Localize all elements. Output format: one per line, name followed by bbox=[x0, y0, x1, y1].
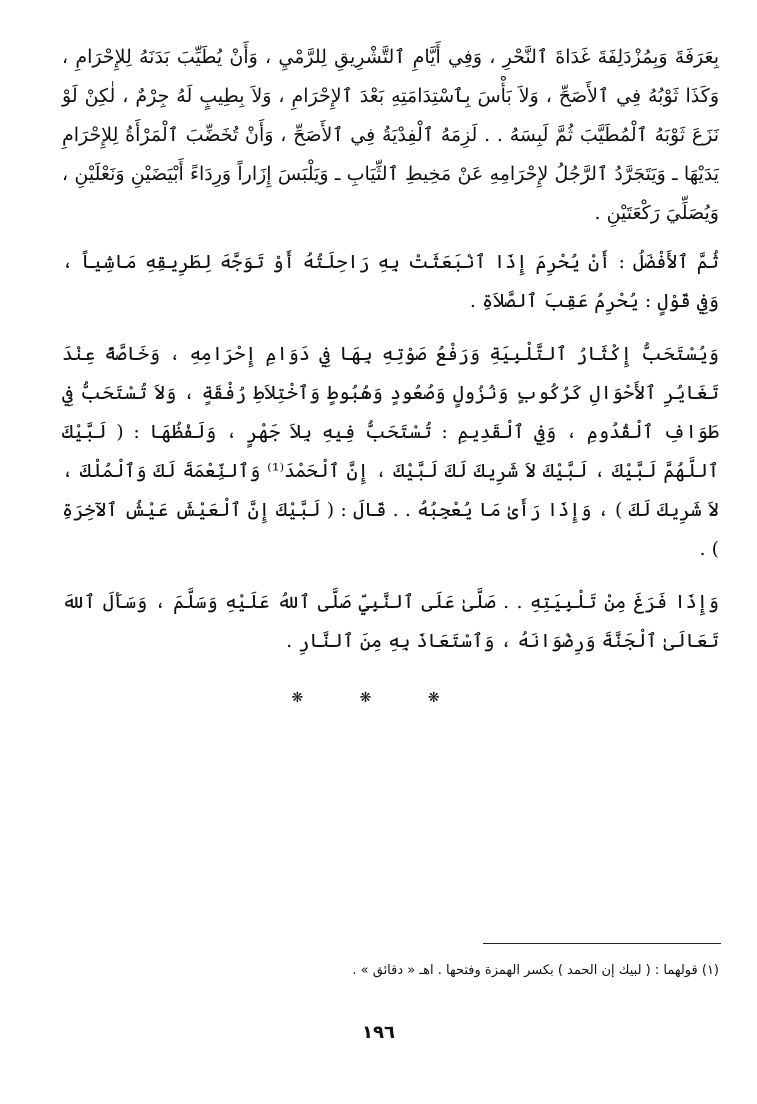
paragraph-4: وَإِذَا فَرَغَ مِنْ تَلْبِيَتِهِ . . صَلَّىٰ عَلَى ٱلنَّبِيِّ صَلَّى ٱللهُ عَلَيْهِ وَسَلَّمَ ، وَسَأَلَ ٱللهَ تَعَالَىٰ ٱلْجَنَّةَ وَرِضْوَانَهُ ، وَٱسْتَعَاذَ بِهِ مِنَ ٱلنَّارِ . bbox=[62, 591, 719, 652]
footnote: (١) قولهما : ( لبيك إن الحمد ) بكسر الهمزة وفتحها . اهـ « دقائق » . bbox=[352, 963, 719, 978]
page-number: ١٩٦ bbox=[362, 1022, 395, 1043]
main-text bbox=[62, 38, 719, 675]
paragraph-2: ثُمَّ ٱلأَفْضَلُ : أَنْ يُحْرِمَ إِذَا ٱنْبَعَثَتْ بِهِ رَاحِلَتُهُ أَوْ تَوَجَّهَ لِطَرِيقِهِ مَاشِياً ، وَفِي قَوْلٍ : يُحْرِمُ عَقِبَ ٱلصَّلاَةِ . bbox=[62, 251, 719, 312]
paragraph-1: بِعَرَفَةَ وَبِمُزْدَلِفَةَ غَدَاةَ ٱلنَّحْرِ ، وَفِي أَيَّامِ ٱلتَّشْرِيقِ لِلرَّمْيِ ، وَأَنْ يُطَيِّبَ بَدَنَهُ لِلإِحْرَامِ ، وَكَذَا ثَوْبُهُ فِي ٱلأَصَحِّ ، وَلاَ بَأْسَ بِٱسْتِدَامَتِهِ بَعْدَ ٱلإِحْرَامِ ، وَلاَ بِطِيبٍ لَهُ جِرْمٌ ، لٰكِنْ لَوْ نَزَعَ ثَوْبَهُ ٱلْمُطَيَّبَ ثُمَّ لَبِسَهُ . . لَزِمَهُ ٱلْفِدْيَةُ فِي ٱلأَصَحِّ ، وَأَنْ تُخَضِّبَ ٱلْمَرْأَةُ لِلإِحْرَامِ يَدَيْهَا ـ وَيَتَجَرَّدُ ٱلرَّجُلُ لإِحْرَامِهِ عَنْ مَخِيطِ ٱلثِّيَابِ ـ وَيَلْبَسَ إِزَاراً وَرِدَاءً أَبْيَضَيْنِ وَنَعْلَيْنِ ، وَيُصَلِّيَ رَكْعَتَيْنِ . bbox=[62, 46, 719, 224]
footnote-divider bbox=[483, 943, 721, 944]
section-separator: ❋ ❋ ❋ bbox=[291, 690, 466, 706]
paragraph-3: وَيُسْتَحَبُّ إِكْثَارُ ٱلتَّلْبِيَةِ وَرَفْعُ صَوْتِهِ بِهَا فِي دَوَامِ إِحْرَامِهِ ، وَخَاصَّةً عِنْدَ تَغَايُرِ ٱلأَحْوَالِ كَرُكُوبٍ وَنُزُولٍ وَصُعُودٍ وَهُبُوطٍ وَٱخْتِلاَطِ رُفْقَةٍ ، وَلاَ تُسْتَحَبُّ فِي طَوَافِ ٱلْقُدُومِ ، وَفِي ٱلْقَدِيمِ : تُسْتَحَبُّ فِيهِ بِلاَ جَهْرٍ ، وَلَفْظُهَا : ( لَبَّيْكَ ٱللَّهُمَّ لَبَّيْكَ ، لَبَّيْكَ لاَ شَرِيكَ لَكَ لَبَّيْكَ ، إِنَّ ٱلْحَمْدَ⁽¹⁾ وَٱلنِّعْمَةَ لَكَ وَٱلْمُلْكَ ، لاَ شَرِيكَ لَكَ ) ، وَإِذَا رَأَىٰ مَا يُعْجِبُهُ . . قَالَ : ( لَبَّيْكَ إِنَّ ٱلْعَيْشَ عَيْشُ ٱلآخِرَةِ ) . bbox=[62, 343, 720, 560]
